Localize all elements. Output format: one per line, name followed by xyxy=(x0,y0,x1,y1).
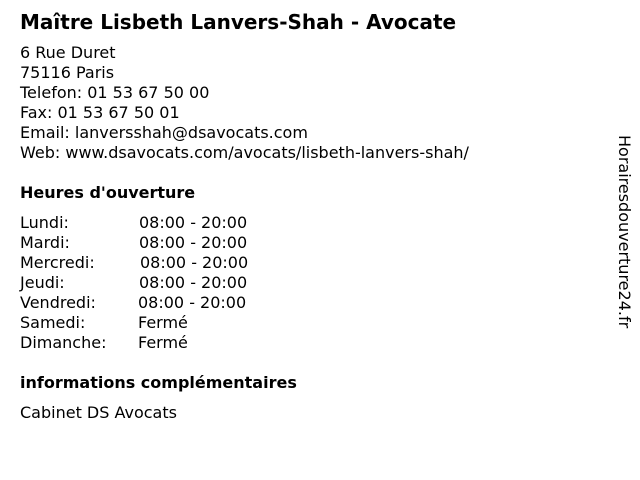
website-url: Web: www.dsavocats.com/avocats/lisbeth-lanvers-shah/ xyxy=(20,143,469,162)
street-address: 6 Rue Duret xyxy=(20,43,116,62)
day-hours: 08:00 - 20:00 xyxy=(139,213,248,232)
contact-block xyxy=(20,43,469,163)
day-hours: 08:00 - 20:00 xyxy=(140,253,249,272)
watermark-text: Horairesdouverture24.fr xyxy=(615,135,634,329)
day-hours: 08:00 - 20:00 xyxy=(139,233,248,252)
day-label: Mardi: xyxy=(20,233,70,252)
day-label: Lundi: xyxy=(20,213,69,232)
page-title: Maître Lisbeth Lanvers-Shah - Avocate xyxy=(20,10,457,34)
fax-number: Fax: 01 53 67 50 01 xyxy=(20,103,180,122)
email-address: Email: lanversshah@dsavocats.com xyxy=(20,123,308,142)
day-label: Mercredi: xyxy=(20,253,95,272)
hours-heading: Heures d'ouverture xyxy=(20,183,196,202)
city-address: 75116 Paris xyxy=(20,63,115,82)
day-hours: Fermé xyxy=(138,313,188,332)
day-label: Samedi: xyxy=(20,313,86,332)
day-label: Dimanche: xyxy=(20,333,107,352)
phone-number: Telefon: 01 53 67 50 00 xyxy=(20,83,210,102)
day-label: Vendredi: xyxy=(20,293,96,312)
info-text: Cabinet DS Avocats xyxy=(20,403,177,422)
info-heading: informations complémentaires xyxy=(20,373,297,392)
day-hours: 08:00 - 20:00 xyxy=(139,273,248,292)
day-hours: Fermé xyxy=(138,333,188,352)
day-label: Jeudi: xyxy=(20,273,65,292)
day-hours: 08:00 - 20:00 xyxy=(138,293,247,312)
